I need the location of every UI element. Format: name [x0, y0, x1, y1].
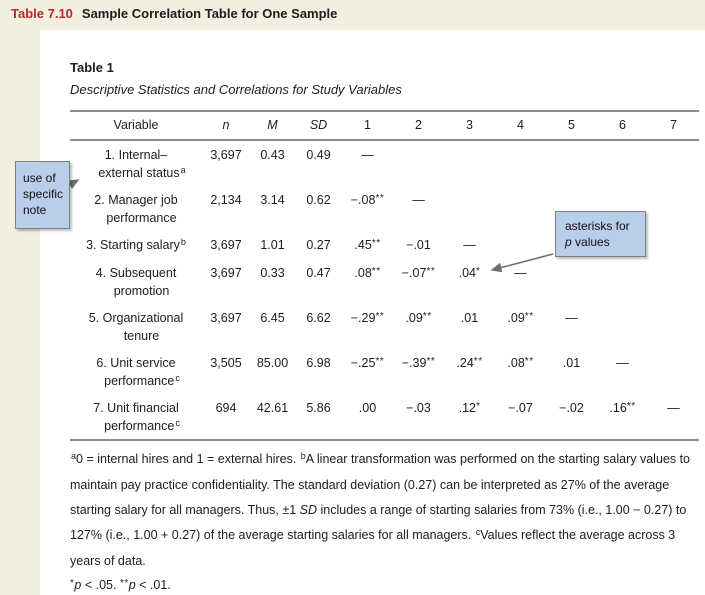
corr-cell: — [514, 266, 527, 280]
correlation-table [70, 110, 699, 441]
col-header-2: 2 [393, 111, 444, 140]
corr-cell [648, 304, 699, 349]
n-cell: 3,697 [210, 311, 242, 325]
sd-cell: 0.62 [306, 193, 331, 207]
corr-cell: — [616, 356, 629, 370]
corr-cell: −.25** [350, 356, 385, 370]
corr-cell: .45** [354, 238, 381, 252]
corr-cell: −.07 [495, 394, 546, 440]
col-header-1: 1 [342, 111, 393, 140]
table-panel [40, 30, 705, 595]
sd-cell: 0.47 [306, 266, 331, 280]
variable-cell: 7. Unit financial performance$^c$ [70, 394, 202, 440]
table-number: Table 1 [70, 60, 114, 75]
table-row [70, 304, 699, 349]
corr-cell [546, 140, 597, 186]
mean-cell: 85.00 [256, 356, 289, 370]
col-header-7: 7 [648, 111, 699, 140]
mean-cell: 3.14 [260, 193, 285, 207]
sd-cell: 6.98 [306, 356, 331, 370]
variable-cell: 5. Organizational tenure [88, 311, 184, 343]
corr-cell: — [565, 311, 578, 325]
corr-cell [495, 231, 546, 259]
corr-cell [597, 140, 648, 186]
corr-cell [393, 140, 444, 186]
corr-cell: .04* [458, 266, 481, 280]
variable-cell: 6. Unit service performance$^c$ [96, 356, 180, 388]
significance-note: *p < .05. **p < .01. [70, 578, 171, 592]
corr-cell: −.08** [350, 193, 385, 207]
footnote-b-superscript: b [300, 451, 306, 461]
table-row [70, 394, 699, 440]
col-header-m: M [250, 111, 295, 140]
corr-cell: .01 [460, 311, 479, 325]
note-superscript: c [175, 418, 180, 428]
sd-cell: 0.27 [306, 238, 331, 252]
variable-cell: 2. Manager job performance [94, 193, 178, 225]
corr-cell [546, 259, 597, 304]
n-cell: 2,134 [210, 193, 242, 207]
col-header-4: 4 [495, 111, 546, 140]
table-content [40, 30, 705, 595]
col-header-variable: Variable [70, 111, 202, 140]
corr-cell: — [463, 238, 476, 252]
col-header-6: 6 [597, 111, 648, 140]
n-cell: 3,697 [210, 266, 242, 280]
note-superscript: b [180, 237, 186, 247]
corr-cell: .08** [354, 266, 381, 280]
callout-asterisks-for-p-values: asterisks for p values [555, 211, 646, 257]
figure-header [11, 6, 337, 21]
table-row [70, 140, 699, 186]
note-superscript: c [175, 373, 180, 383]
corr-cell: −.29** [350, 311, 385, 325]
corr-cell: −.39** [401, 356, 436, 370]
sd-cell: 6.62 [306, 311, 331, 325]
n-cell: 3,505 [210, 356, 242, 370]
table-footnote: $^a$0 = internal hires and 1 = external hires. $^b$A linear transformation was performed on the starting salary values to maintain pay practice confidentiality. The standard deviation (0.27) can be interpreted as 27% of the average starting salary for all managers. Thus, ±1 SD includes a range of starting salaries from 73% (i.e., 1.00 − 0.27) to 127% (i.e., 1.00 + 0.27) of the average starting salaries for all managers. $^c$Values reflect the average across 3 years of data. [70, 451, 690, 568]
col-header-5: 5 [546, 111, 597, 140]
figure-number: Table 7.10 [11, 6, 73, 21]
corr-cell [648, 349, 699, 394]
corr-cell: — [361, 148, 374, 162]
corr-cell [444, 186, 495, 231]
mean-cell: 6.45 [260, 311, 285, 325]
variable-cell: 4. Subsequent promotion [95, 266, 177, 298]
mean-cell: 42.61 [250, 394, 295, 440]
corr-cell: .09** [405, 311, 432, 325]
corr-cell [648, 186, 699, 231]
corr-cell: .08** [507, 356, 534, 370]
note-superscript: a [180, 165, 186, 175]
n-cell: 3,697 [210, 238, 242, 252]
corr-cell: .24** [456, 356, 483, 370]
n-cell: 3,697 [210, 148, 242, 162]
corr-cell [648, 231, 699, 259]
col-header-3: 3 [444, 111, 495, 140]
sd-cell: 0.49 [306, 148, 331, 162]
figure-title: Sample Correlation Table for One Sample [81, 6, 338, 21]
corr-cell [648, 259, 699, 304]
mean-cell: 0.43 [260, 148, 285, 162]
variable-cell: 1. Internal– external status$^a$ [98, 148, 186, 180]
corr-cell [495, 140, 546, 186]
corr-cell: −.07** [401, 266, 436, 280]
corr-cell: .00 [342, 394, 393, 440]
col-header-sd: SD [295, 111, 342, 140]
table-row [70, 259, 699, 304]
corr-cell: .09** [507, 311, 534, 325]
corr-cell: .01 [562, 356, 581, 370]
corr-cell [495, 186, 546, 231]
corr-cell: — [648, 394, 699, 440]
mean-cell: 1.01 [260, 238, 285, 252]
sd-abbrev: SD [299, 503, 318, 517]
n-cell: 694 [202, 394, 250, 440]
callout-use-of-specific-note: use of specific note [15, 161, 70, 229]
corr-cell: — [412, 193, 425, 207]
header-row [70, 111, 699, 140]
variable-cell: 3. Starting salary$^b$ [86, 237, 186, 252]
mean-cell: 0.33 [260, 266, 285, 280]
sd-cell: 5.86 [295, 394, 342, 440]
corr-cell: .16** [597, 394, 648, 440]
corr-cell [597, 304, 648, 349]
table-caption: Descriptive Statistics and Correlations for Study Variables [70, 82, 402, 97]
footnote-c-superscript: c [475, 527, 481, 537]
corr-cell [597, 259, 648, 304]
corr-cell: −.02 [546, 394, 597, 440]
corr-cell [444, 140, 495, 186]
col-header-n: n [202, 111, 250, 140]
corr-cell: −.01 [406, 238, 431, 252]
corr-cell: −.03 [393, 394, 444, 440]
table-row [70, 349, 699, 394]
footnote-a-superscript: a [71, 451, 77, 461]
corr-cell [648, 140, 699, 186]
corr-cell: .12* [444, 394, 495, 440]
